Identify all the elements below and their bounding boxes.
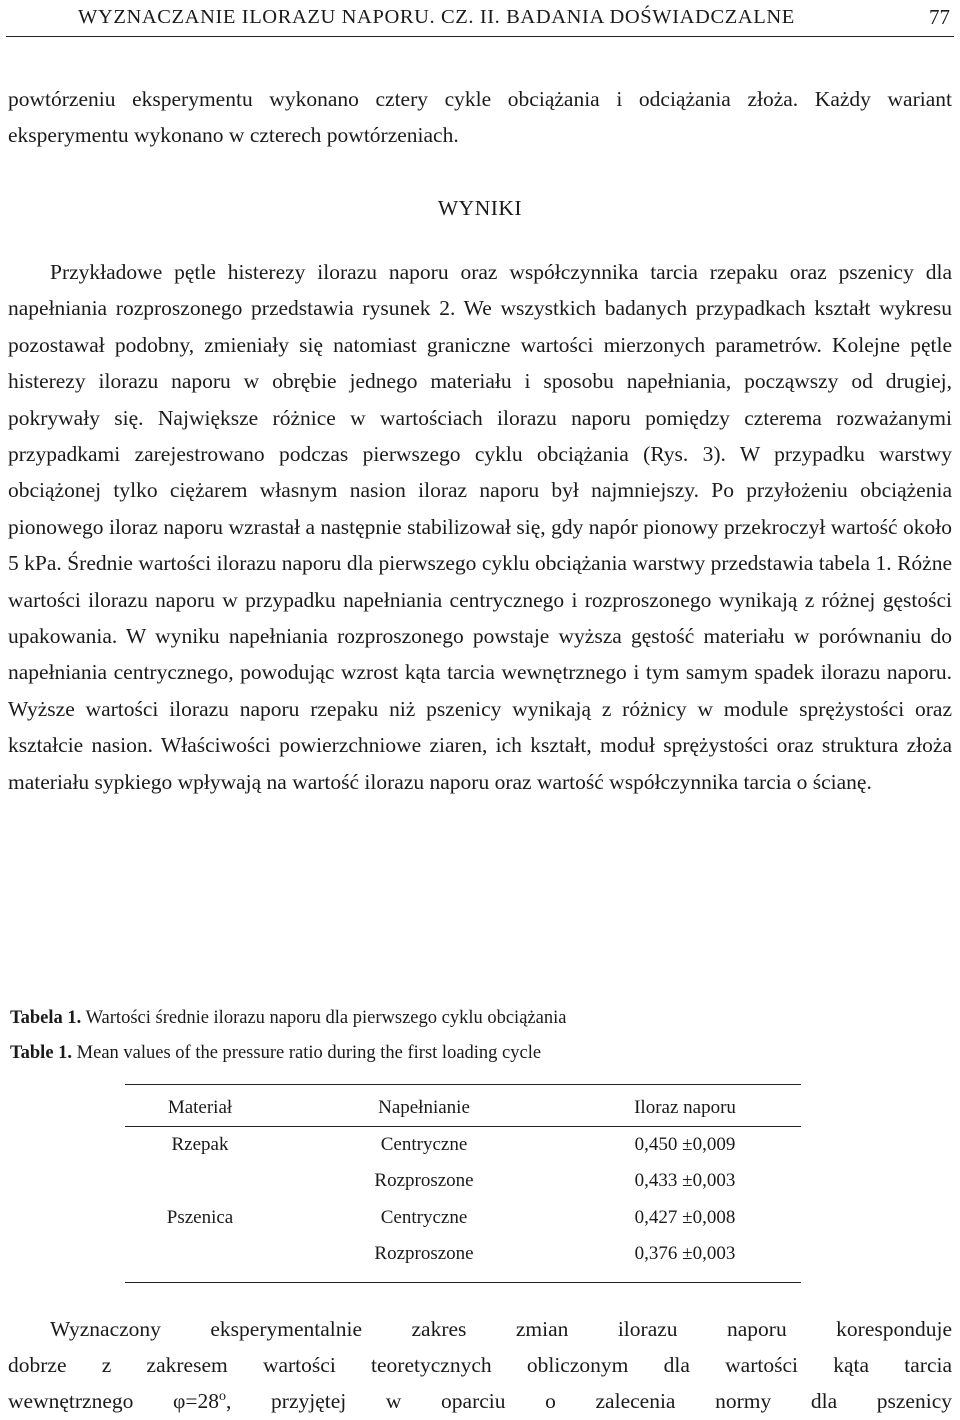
closing-paragraph-line-1: Wyznaczony eksperymentalnie zakres zmian ilorazu naporu koresponduje bbox=[50, 1317, 952, 1341]
results-paragraph: Przykładowe pętle histerezy ilorazu naporu oraz współczynnika tarcia rzepaku oraz pszenicy dla napełniania rozproszonego przedstawia rysunek 2. We wszystkich badanych przypadkach kształt wykresu pozostawał podobny, zmieniały się natomiast graniczne wartości mierzonych parametrów. Kolejne pętle histerezy ilorazu naporu w obrębie jednego materiału i sposobu napełniania, począwszy od drugiej, pokrywały się. Największe różnice w wartościach ilorazu naporu pomiędzy czterema rozważanymi przypadkami zarejestrowano podczas pierwszego cyklu obciążania (Rys. 3). W przypadku warstwy obciążonej tylko ciężarem własnym nasion iloraz naporu był najmniejszy. Po przyłożeniu obciążenia pionowego iloraz naporu wzrastał a następnie stabilizował się, gdy napór pionowy przekroczył wartość około 5 kPa. Średnie wartości ilorazu naporu dla pierwszego cyklu obciążania warstwy przedstawia tabela 1. Różne wartości ilorazu naporu w przypadku napełniania centrycznego i rozproszonego wynikają z różnej gęstości upakowania. W wyniku napełniania rozproszonego powstaje wyższa gęstość materiału w porównaniu do napełniania centrycznego, powodując wzrost kąta tarcia wewnętrznego i tym samym spadek ilorazu naporu. Wyższe wartości ilorazu naporu rzepaku niż pszenicy wynikają z różnicy w module sprężystości oraz kształcie nasion. Właściwości powierzchniowe ziaren, ich kształt, moduł sprężystości oraz struktura złoża materiału sypkiego wpływają na wartość ilorazu naporu oraz wartość współczynnika tarcia o ścianę. bbox=[8, 260, 952, 794]
table-cell-filling: Rozproszone bbox=[374, 1170, 474, 1191]
table-cell-filling: Centryczne bbox=[380, 1207, 468, 1228]
table-cell-ratio: 0,433 ±0,003 bbox=[634, 1170, 736, 1191]
table-caption-en-text: Mean values of the pressure ratio during the first loading cycle bbox=[76, 1043, 542, 1063]
table-header-material: Materiał bbox=[167, 1097, 233, 1118]
table-header-rule bbox=[125, 1126, 801, 1127]
running-header bbox=[6, 2, 954, 37]
degree-superscript: o bbox=[219, 1388, 227, 1404]
table-header-filling: Napełnianie bbox=[378, 1097, 470, 1118]
page-number: 77 bbox=[929, 5, 950, 29]
table-cell-material: Pszenica bbox=[166, 1207, 234, 1228]
table-cell-ratio: 0,427 ±0,008 bbox=[634, 1207, 736, 1228]
running-title: WYZNACZANIE ILORAZU NAPORU. CZ. II. BADANIA DOŚWIADCZALNE bbox=[78, 6, 795, 28]
table-caption-en bbox=[10, 1043, 541, 1064]
intro-paragraph: powtórzeniu eksperymentu wykonano cztery cykle obciążania i odciążania złoża. Każdy wariant eksperymentu wykonano w czterech powtórzeniach. bbox=[8, 87, 952, 148]
table-bottom-rule bbox=[125, 1282, 801, 1283]
table-caption-en-label: Table 1. bbox=[10, 1043, 73, 1063]
closing-text-before: wewnętrznego φ=28 bbox=[8, 1389, 220, 1413]
table-cell-material: Rzepak bbox=[171, 1134, 229, 1155]
table-cell-filling: Rozproszone bbox=[374, 1243, 474, 1264]
table-caption-pl-label: Tabela 1. bbox=[10, 1008, 82, 1028]
section-heading: WYNIKI bbox=[437, 196, 523, 220]
table-cell-filling: Centryczne bbox=[380, 1134, 468, 1155]
table-caption-pl-text: Wartości średnie ilorazu naporu dla pierwszego cyklu obciążania bbox=[85, 1008, 567, 1028]
table-top-rule bbox=[125, 1084, 801, 1085]
closing-paragraph-line-2: dobrze z zakresem wartości teoretycznych obliczonym dla wartości kąta tarcia bbox=[8, 1353, 952, 1377]
table-cell-ratio: 0,376 ±0,003 bbox=[634, 1243, 736, 1264]
closing-paragraph-line-3 bbox=[8, 1383, 952, 1419]
table-caption-pl bbox=[10, 1008, 566, 1029]
table-cell-ratio: 0,450 ±0,009 bbox=[634, 1134, 736, 1155]
closing-text-after: , przyjętej w oparciu o zalecenia normy dla pszenicy bbox=[226, 1389, 952, 1413]
table-header-ratio: Iloraz naporu bbox=[634, 1097, 736, 1118]
